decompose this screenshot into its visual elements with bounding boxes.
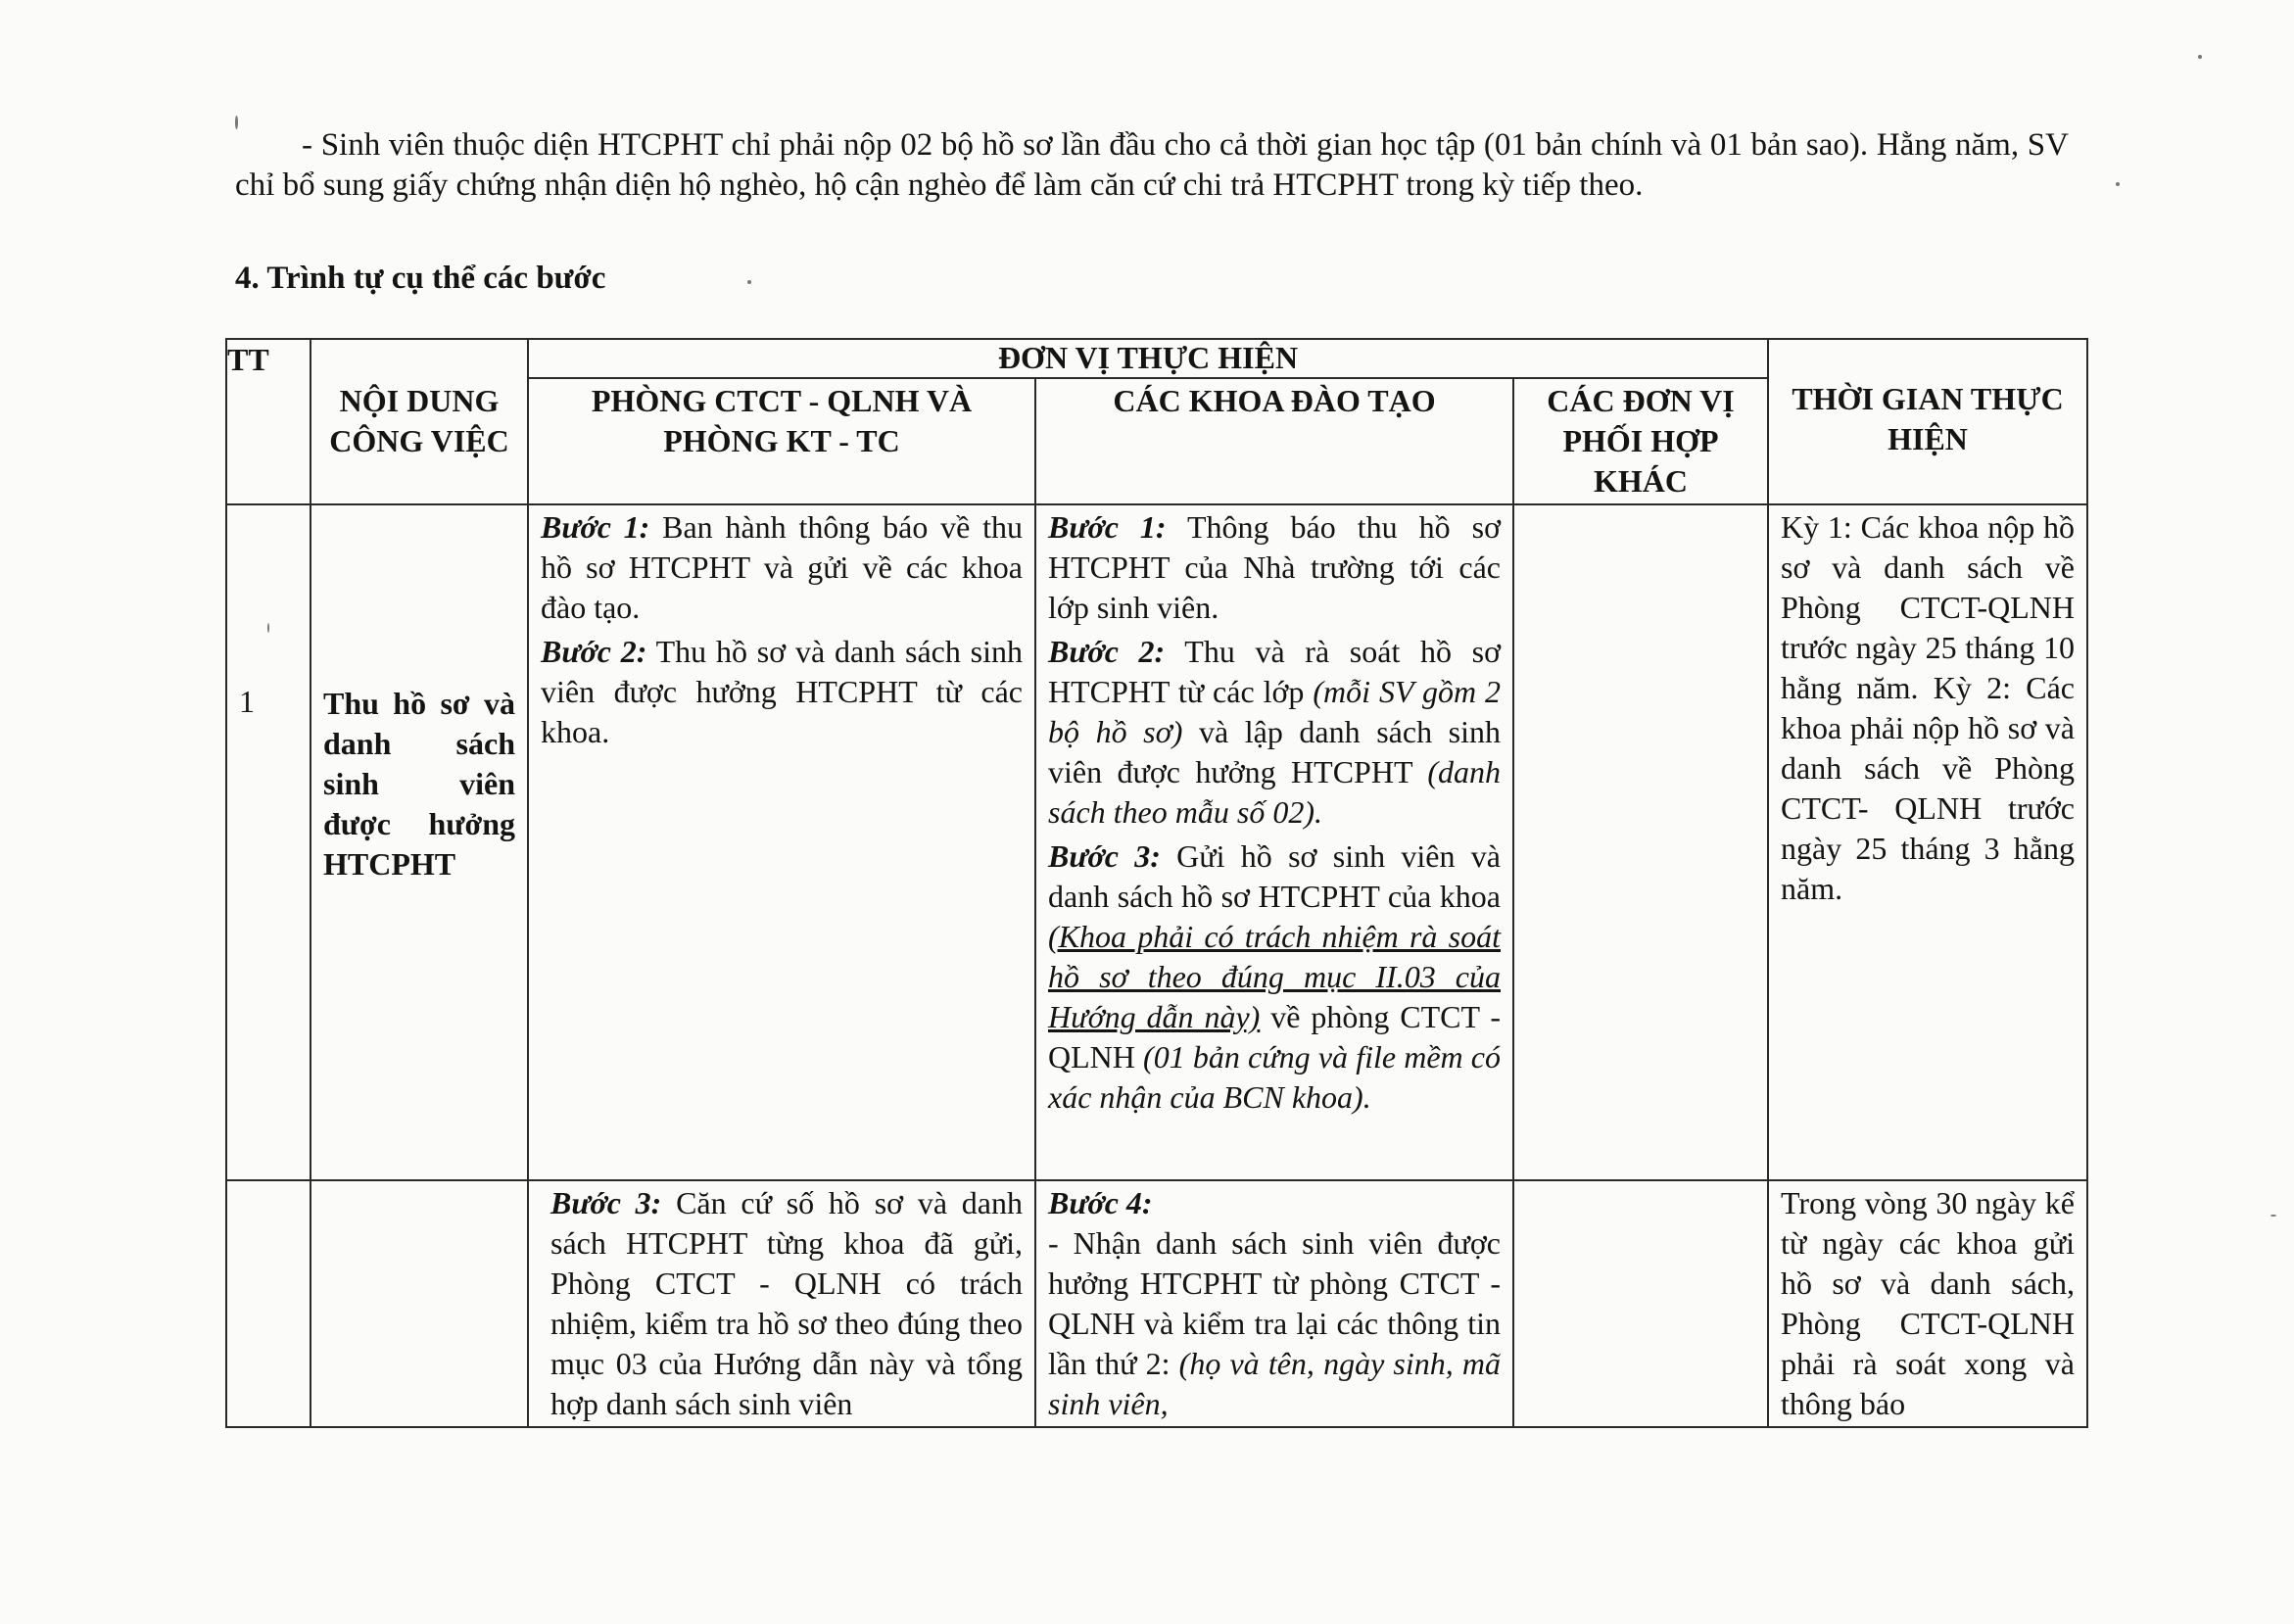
row2-number [227, 1181, 310, 1185]
scan-speck [2116, 182, 2120, 186]
step-text: về phòng CTCT - QLNH [1048, 999, 1501, 1075]
row1-tt [226, 504, 311, 1180]
intro-text: - Sinh viên thuộc diện HTCPHT chỉ phải nộp 02 bộ hồ sơ lần đầu cho cả thời gian học tập (01 bản chính và 01 bản sao). Hằng năm, SV chỉ bổ sung giấy chứng nhận diện hộ nghèo, hộ cận nghèo để làm căn cứ chi trả HTCPHT trong kỳ tiếp theo. [235, 127, 2069, 203]
row1-khoa [1035, 504, 1513, 1180]
step-note: (01 bản cứng và file mềm có xác nhận của BCN khoa). [1048, 1039, 1502, 1115]
step-label: Bước 3: [1048, 838, 1161, 874]
header-phong [528, 378, 1035, 504]
row1-khoa-step1 [1036, 505, 1512, 630]
scan-speck [267, 623, 269, 633]
section-heading: 4. Trình tự cụ thể các bước [235, 261, 606, 296]
row2-phong-step3 [529, 1181, 1034, 1426]
step-text: Ban hành thông báo về thu hồ sơ HTCPHT và gửi về các khoa đào tạo. [541, 509, 1024, 625]
header-phong-text: PHÒNG CTCT - QLNH VÀ PHÒNG KT - TC [591, 383, 973, 458]
intro-paragraph [235, 125, 2069, 206]
step-label: Bước 3: [550, 1185, 662, 1220]
table-row [226, 504, 2087, 1180]
step-text: Thu và rà soát hồ sơ HTCPHT từ các lớp [1048, 634, 1502, 709]
step-note: (danh sách theo mẫu số 02). [1048, 754, 1501, 830]
row1-khoa-step2 [1036, 630, 1512, 835]
header-tt: TT [226, 339, 311, 504]
row2-don-vi-khac-text [1514, 1181, 1767, 1185]
header-don-vi-thuc-hien: ĐƠN VỊ THỰC HIỆN [528, 339, 1768, 378]
row1-thoi-gian-text: Kỳ 1: Các khoa nộp hồ sơ và danh sách về Phòng CTCT-QLNH trước ngày 25 tháng 10 hằng năm. Kỳ 2: Các khoa phải nộp hồ sơ và danh sách về Phòng CTCT- QLNH trước ngày 25 tháng 3 hằng năm. [1781, 509, 2075, 906]
row1-khoa-step3 [1036, 835, 1512, 1120]
row1-don-vi-khac [1513, 504, 1768, 1180]
scan-speck [235, 116, 238, 129]
step-text: Thông báo thu hồ sơ HTCPHT của Nhà trường tới các lớp sinh viên. [1048, 509, 1502, 625]
header-thoi-gian-text: THỜI GIAN THỰC HIỆN [1792, 381, 2064, 456]
scan-speck [2198, 55, 2202, 59]
row1-phong [528, 504, 1035, 1180]
scan-speck [2270, 1215, 2276, 1217]
row1-noi-dung [311, 504, 528, 1180]
step-note: (mỗi SV gồm 2 bộ hồ sơ) [1048, 674, 1502, 749]
row2-thoi-gian [1768, 1180, 2087, 1427]
step-label: Bước 1: [1048, 509, 1167, 545]
row2-task-name [311, 1181, 527, 1185]
scan-speck [747, 280, 751, 284]
row2-don-vi-khac [1513, 1180, 1768, 1427]
row2-tt [226, 1180, 311, 1427]
header-khoa [1035, 378, 1513, 504]
row1-phong-step1 [529, 505, 1034, 630]
step-label: Bước 1: [541, 509, 650, 545]
row2-noi-dung [311, 1180, 528, 1427]
header-don-vi-khac-text: CÁC ĐƠN VỊ PHỐI HỢP KHÁC [1547, 383, 1735, 499]
step-label: Bước 4: [1048, 1185, 1153, 1220]
row1-number: 1 [239, 684, 255, 719]
step-text: Thu hồ sơ và danh sách sinh viên được hưởng HTCPHT từ các khoa. [541, 634, 1023, 749]
row2-khoa-step4 [1036, 1181, 1512, 1426]
row2-phong [528, 1180, 1035, 1427]
header-noi-dung [311, 339, 528, 504]
step-text: Căn cứ số hồ sơ và danh sách HTCPHT từng khoa đã gửi, Phòng CTCT - QLNH có trách nhiệm, kiểm tra hồ sơ theo đúng theo mục 03 của Hướng dẫn này và tổng hợp danh sách sinh viên [550, 1185, 1023, 1421]
step-text: và lập danh sách sinh viên được hưởng HTCPHT [1048, 714, 1502, 789]
step-label: Bước 2: [541, 634, 647, 669]
header-noi-dung-text: NỘI DUNG CÔNG VIỆC [329, 383, 509, 458]
header-khoa-text: CÁC KHOA ĐÀO TẠO [1113, 383, 1436, 418]
row2-khoa [1035, 1180, 1513, 1427]
row1-thoi-gian [1768, 504, 2087, 1180]
table-row [226, 1180, 2087, 1427]
row2-thoi-gian-text: Trong vòng 30 ngày kể từ ngày các khoa gửi hồ sơ và danh sách, Phòng CTCT-QLNH phải rà soát xong và thông báo [1781, 1185, 2075, 1421]
row1-don-vi-khac-text [1514, 505, 1767, 509]
header-don-vi-khac [1513, 378, 1768, 504]
step-text: Gửi hồ sơ sinh viên và danh sách hồ sơ HTCPHT của khoa [1048, 838, 1502, 914]
row1-phong-step2 [529, 630, 1034, 754]
step-label: Bước 2: [1048, 634, 1166, 669]
step-text: - Nhận danh sách sinh viên được hưởng HTCPHT từ phòng CTCT - QLNH và kiểm tra lại các thông tin lần thứ 2: [1048, 1225, 1501, 1381]
row1-task-name: Thu hồ sơ và danh sách sinh viên được hưởng HTCPHT [323, 686, 515, 882]
procedure-table [225, 338, 2088, 1428]
step-note-underlined: (Khoa phải có trách nhiệm rà soát hồ sơ theo đúng mục II.03 của Hướng dẫn này) [1048, 919, 1501, 1034]
header-row-1 [226, 339, 2087, 378]
header-thoi-gian [1768, 339, 2087, 504]
step-note: (họ và tên, ngày sinh, mã sinh viên, [1048, 1346, 1502, 1421]
